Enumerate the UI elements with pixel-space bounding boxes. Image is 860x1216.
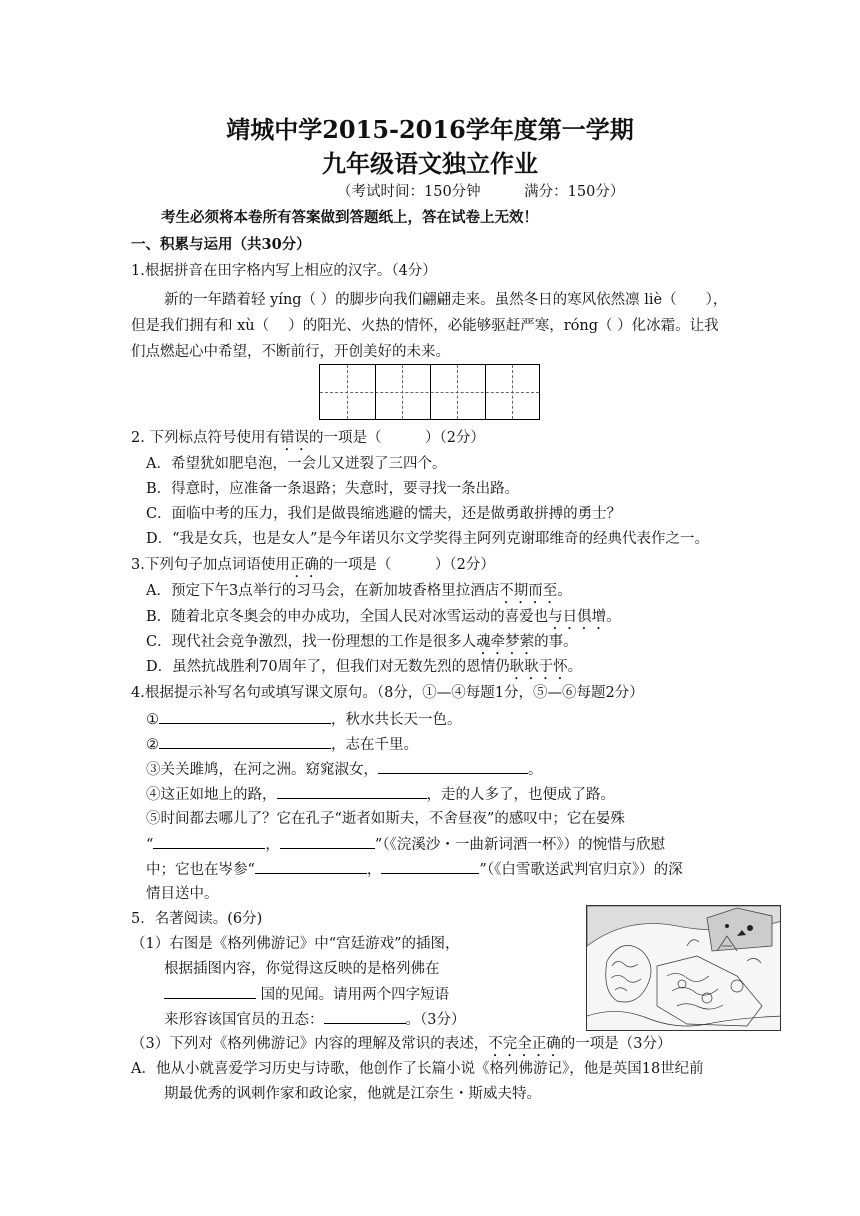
q5-sub1-line: 根据插图内容，你觉得这反映的是格列佛在 xyxy=(164,961,440,977)
exam-subtitle: 九年级语文独立作业 xyxy=(322,149,538,178)
answer-blank[interactable] xyxy=(381,859,479,874)
q5-stem: 5．名著阅读。(6分) xyxy=(131,911,263,927)
q2-stem: 2. 下列标点符号使用有错误的一项是（ ）（2分） xyxy=(131,430,485,446)
q4-item-5-line: 情目送中。 xyxy=(146,886,219,902)
q1-paragraph-line: 但是我们拥有和 xù（ ）的阳光、火热的情怀，必能够驱赶严寒，róng（ ）化冰霜。让我 xyxy=(131,318,719,334)
emphasis-text: 正确 xyxy=(289,557,319,573)
q4-item-5-line: “ ， ”（《浣溪沙・一曲新词酒一杯》）的惋惜与欣慰 xyxy=(146,834,665,855)
answer-blank[interactable] xyxy=(324,1009,406,1024)
q1-stem: 1.根据拼音在田字格内写上相应的汉字。（4分） xyxy=(131,263,437,279)
answer-blank[interactable] xyxy=(280,834,375,849)
q2-option-c: C．面临中考的压力，我们是做畏缩逃避的懦夫，还是做勇敢拼搏的勇士？ xyxy=(146,506,622,522)
q1-paragraph-line: 们点燃起心中希望，不断前行，开创美好的未来。 xyxy=(131,344,450,360)
emphasis-text: 不完全正确 xyxy=(488,1036,561,1052)
q4-item-3: ③关关雎鸠，在河之洲。窈窕淑女， 。 xyxy=(146,759,543,780)
q5-sub1-line: （1）右图是《格列佛游记》中“宫廷游戏”的插图， xyxy=(131,936,460,952)
q5-option-a-line: 期最优秀的讽刺作家和政论家，他就是江奈生・斯威夫特。 xyxy=(164,1086,541,1102)
q2-option-b: B．得意时，应准备一条退路；失意时，要寻找一条出路。 xyxy=(146,481,520,497)
q1-paragraph-line: 新的一年踏着轻 yíng（ ）的脚步向我们翩翩走来。虽然冬日的寒风依然凛 liè（ ）， xyxy=(164,292,728,308)
exam-info: （考试时间：150分钟 满分：150分） xyxy=(337,184,625,200)
q4-stem: 4.根据提示补写名句或填写课文原句。（8分，①—④每题1分，⑤—⑥每题2分） xyxy=(131,685,644,701)
q4-item-1: ① ，秋水共长天一色。 xyxy=(146,709,462,730)
answer-blank[interactable] xyxy=(159,734,331,749)
q3-stem: 3.下列句子加点词语使用正确的一项是（ ）（2分） xyxy=(131,557,495,573)
q3-option-d: D．虽然抗战胜利70周年了，但我们对无数先烈的恩情仍耿耿于怀。 xyxy=(146,659,583,675)
answer-blank[interactable] xyxy=(164,984,256,999)
exam-title: 靖城中学2015-2016学年度第一学期 xyxy=(226,115,634,144)
q5-option-a-line: A．他从小就喜爱学习历史与诗歌，他创作了长篇小说《格列佛游记》，他是英国18世纪前 xyxy=(131,1061,704,1077)
answer-blank[interactable] xyxy=(153,834,265,849)
tianzige-grid[interactable] xyxy=(319,364,540,420)
q4-item-5-line: 中；它也在岑参“ ， ”（《白雪歌送武判官归京》）的深 xyxy=(146,859,683,880)
q5-sub3-stem: （3）下列对《格列佛游记》内容的理解及常识的表述，不完全正确的一项是（3分） xyxy=(131,1036,672,1052)
q3-option-a: A．预定下午3点举行的习马会，在新加坡香格里拉酒店不期而至。 xyxy=(146,583,572,599)
answer-blank[interactable] xyxy=(255,859,367,874)
answer-blank[interactable] xyxy=(159,709,331,724)
q3-option-c: C．现代社会竞争激烈，找一份理想的工作是很多人魂牵梦萦的事。 xyxy=(146,634,578,650)
q2-option-d: D．“我是女兵，也是女人”是今年诺贝尔文学奖得主阿列克谢耶维奇的经典代表作之一。 xyxy=(146,531,709,547)
section-heading: 一、积累与运用（共30分） xyxy=(131,236,311,253)
court-game-illustration-icon xyxy=(586,905,781,1031)
q5-sub1-line: 国的见闻。请用两个四字短语 xyxy=(164,984,449,1005)
q4-item-2: ② ，志在千里。 xyxy=(146,734,418,755)
q3-option-b: B．随着北京冬奥会的申办成功，全国人民对冰雪运动的喜爱也与日俱增。 xyxy=(146,609,621,625)
q4-item-4: ④这正如地上的路， ，走的人多了，也便成了路。 xyxy=(146,784,615,805)
q4-item-5-line: ⑤时间都去哪儿了？它在孔子“逝者如斯夫，不舍昼夜”的感叹中；它在晏殊 xyxy=(146,811,625,827)
answer-blank[interactable] xyxy=(277,784,427,799)
q2-option-a: A．希望犹如肥皂泡，一会儿又迸裂了三四个。 xyxy=(146,456,447,472)
q5-sub1-line: 来形容该国官员的丑态： 。（3分） xyxy=(164,1009,465,1030)
emphasis-text: 错误 xyxy=(279,430,309,446)
notice: 考生必须将本卷所有答案做到答题纸上，答在试卷上无效！ xyxy=(161,209,538,226)
answer-blank[interactable] xyxy=(378,759,528,774)
